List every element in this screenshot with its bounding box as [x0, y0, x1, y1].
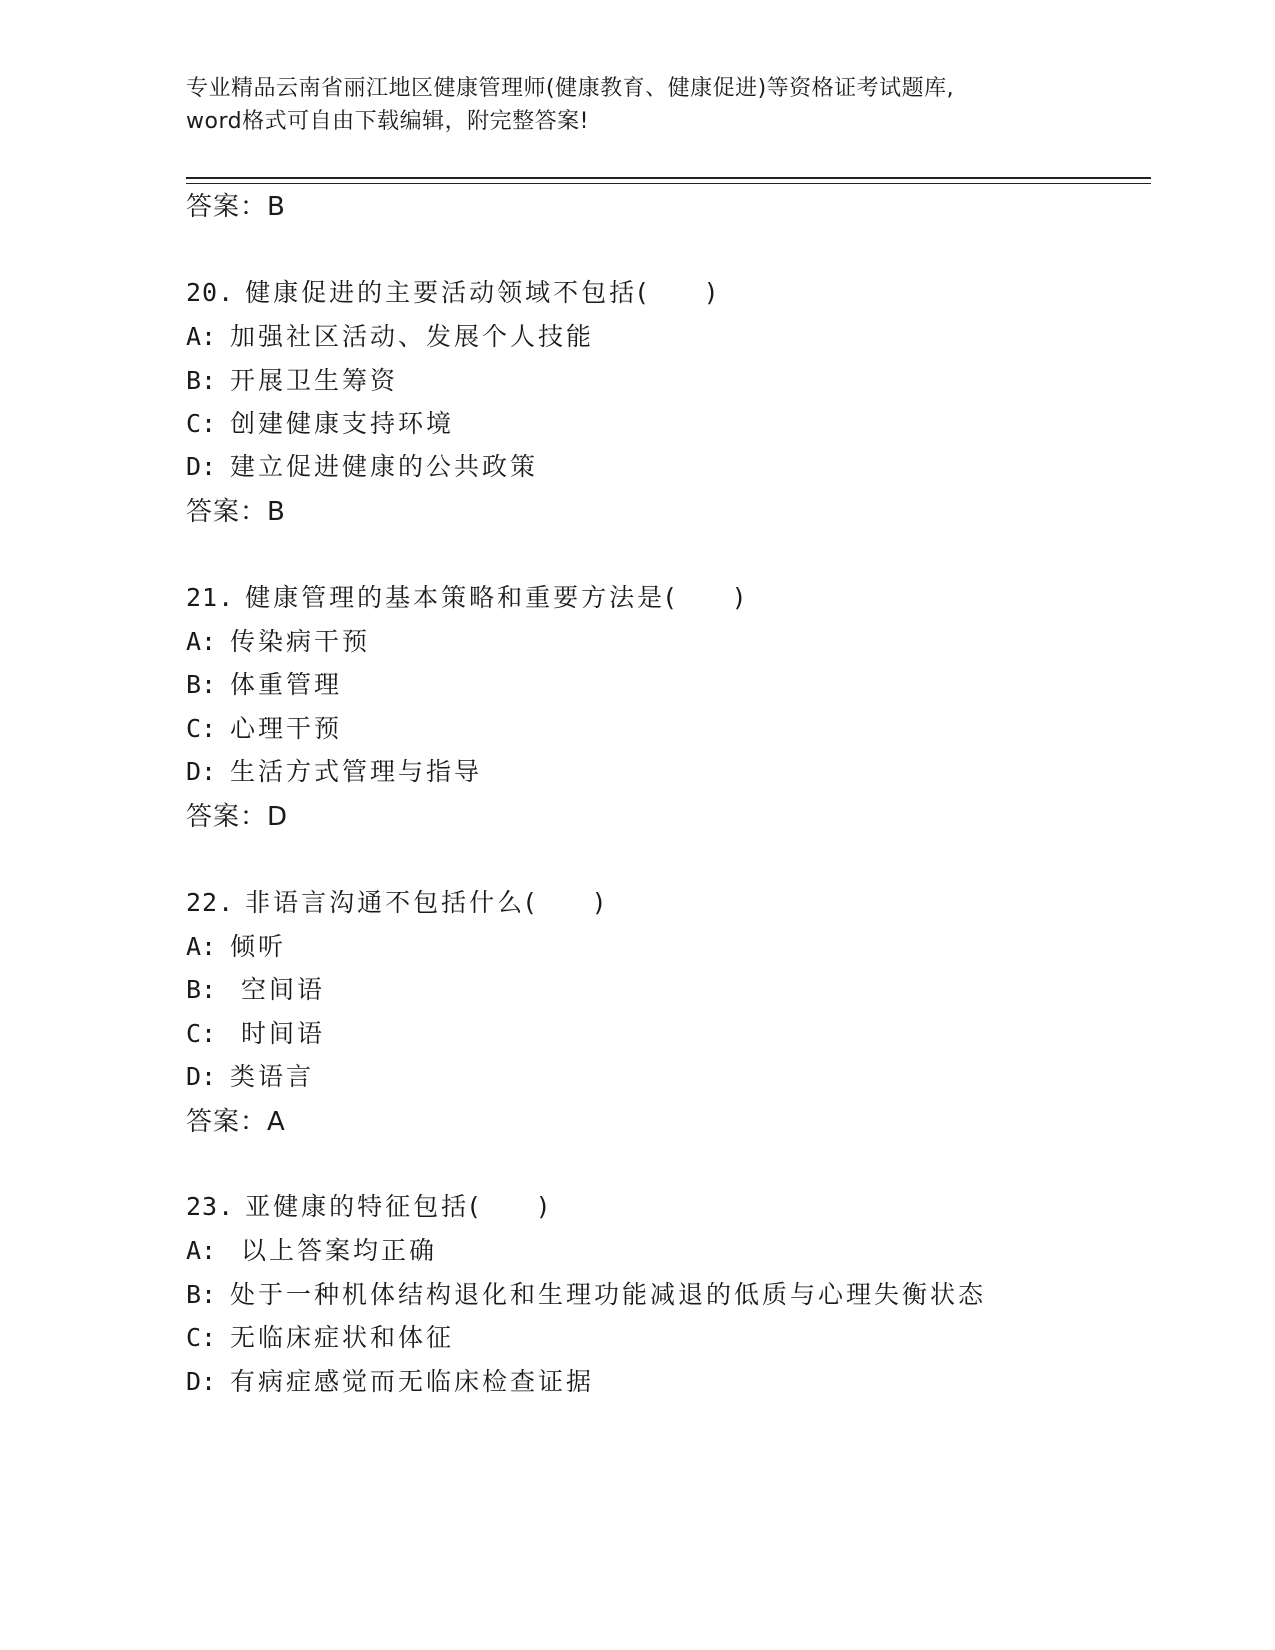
- header-rule-thick: [186, 177, 1151, 179]
- option-text: 倾听: [230, 932, 287, 961]
- option-c: [186, 1014, 325, 1050]
- option-text: 生活方式管理与指导: [230, 757, 483, 786]
- option-text: 建立促进健康的公共政策: [230, 452, 539, 481]
- option-key: C:: [186, 409, 217, 438]
- option-b: [186, 361, 398, 397]
- question-number: 21.: [186, 583, 235, 612]
- question-text: 非语言沟通不包括什么( ): [245, 888, 607, 917]
- option-text: 心理干预: [230, 714, 343, 743]
- question-number: 23.: [186, 1192, 235, 1221]
- option-key: D:: [186, 757, 217, 786]
- option-text: 创建健康支持环境: [230, 409, 455, 438]
- question-number: 20.: [186, 278, 235, 307]
- option-d: [186, 1362, 594, 1398]
- option-key: B:: [186, 670, 217, 699]
- option-text: 空间语: [230, 975, 325, 1004]
- answer-line: 答案：B: [186, 192, 286, 222]
- question-text: 健康管理的基本策略和重要方法是( ): [245, 583, 747, 612]
- option-a: [186, 1231, 437, 1267]
- question-number: 22.: [186, 888, 235, 917]
- option-key: D:: [186, 1367, 217, 1396]
- answer-line: 答案：A: [186, 1107, 286, 1137]
- option-key: C:: [186, 1323, 217, 1352]
- option-d: [186, 1057, 314, 1093]
- header-line-1: 专业精品云南省丽江地区健康管理师(健康教育、健康促进)等资格证考试题库,: [186, 76, 955, 101]
- option-b: [186, 970, 325, 1006]
- option-text: 时间语: [230, 1019, 325, 1048]
- header-line-2: word格式可自由下载编辑，附完整答案!: [186, 109, 589, 134]
- option-b: [186, 665, 342, 701]
- option-key: C:: [186, 714, 217, 743]
- option-b: [186, 1275, 986, 1311]
- option-text: 开展卫生筹资: [230, 366, 399, 395]
- option-c: [186, 709, 342, 745]
- question-title: [186, 273, 719, 309]
- question-title: [186, 578, 747, 614]
- option-text: 无临床症状和体征: [230, 1323, 455, 1352]
- option-text: 类语言: [230, 1062, 315, 1091]
- option-text: 处于一种机体结构退化和生理功能减退的低质与心理失衡状态: [230, 1280, 987, 1309]
- document-header: [186, 72, 1086, 138]
- option-c: [186, 1318, 454, 1354]
- option-text: 传染病干预: [230, 627, 371, 656]
- option-key: B:: [186, 1280, 217, 1309]
- answer-line: 答案：B: [186, 497, 286, 527]
- option-key: B:: [186, 366, 217, 395]
- question-text: 亚健康的特征包括( ): [245, 1192, 551, 1221]
- option-a: [186, 622, 370, 658]
- option-key: C:: [186, 1019, 217, 1048]
- option-text: 有病症感觉而无临床检查证据: [230, 1367, 595, 1396]
- option-key: A:: [186, 322, 217, 351]
- option-text: 加强社区活动、发展个人技能: [230, 322, 595, 351]
- option-a: [186, 317, 594, 353]
- option-d: [186, 752, 482, 788]
- header-rule-thin: [186, 183, 1151, 184]
- question-title: [186, 883, 607, 919]
- option-key: A:: [186, 1236, 217, 1265]
- answer-line: 答案：D: [186, 802, 289, 832]
- question-text: 健康促进的主要活动领域不包括( ): [245, 278, 719, 307]
- option-key: A:: [186, 627, 217, 656]
- option-key: B:: [186, 975, 217, 1004]
- option-text: 以上答案均正确: [230, 1236, 437, 1265]
- option-key: A:: [186, 932, 217, 961]
- option-key: D:: [186, 452, 217, 481]
- option-text: 体重管理: [230, 670, 343, 699]
- option-a: [186, 927, 286, 963]
- option-c: [186, 404, 454, 440]
- option-key: D:: [186, 1062, 217, 1091]
- option-d: [186, 447, 538, 483]
- question-title: [186, 1187, 551, 1223]
